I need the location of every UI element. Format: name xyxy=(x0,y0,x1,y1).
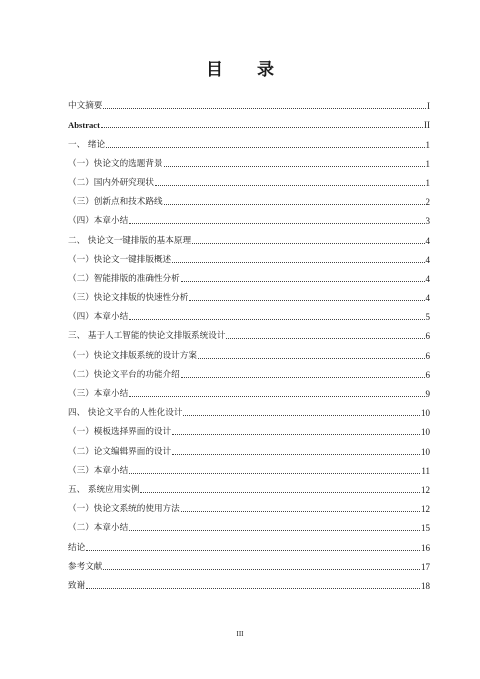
toc-entry-page: 5 xyxy=(425,312,430,323)
toc-entry-page: 16 xyxy=(421,542,430,553)
toc-entry-title: （二）智能排版的准确性分析 xyxy=(68,273,180,284)
toc-entry[interactable] xyxy=(68,437,430,456)
toc-entry[interactable] xyxy=(68,457,430,476)
toc-entry-title: 致谢 xyxy=(68,580,86,591)
toc-leader-dots xyxy=(164,165,425,167)
toc-entry[interactable] xyxy=(68,418,430,437)
page-number: III xyxy=(236,630,244,638)
toc-entry-page: 11 xyxy=(421,465,430,476)
toc-entry-title: （四）本章小结 xyxy=(68,216,129,227)
toc-leader-dots xyxy=(164,203,425,205)
toc-entry-title: （一）快论文排版系统的设计方案 xyxy=(68,350,197,361)
toc-entry-title: Abstract xyxy=(68,120,100,131)
toc-entry-page: 10 xyxy=(421,446,430,457)
toc-leader-dots xyxy=(181,280,425,282)
toc-leader-dots xyxy=(101,126,423,128)
toc-entry-page: 6 xyxy=(425,331,430,342)
toc-entry-page: 6 xyxy=(425,350,430,361)
toc-entry-page: 10 xyxy=(421,408,430,419)
toc-entry[interactable] xyxy=(68,188,430,207)
toc-entry[interactable] xyxy=(68,92,430,111)
toc-entry-title: （三）快论文排版的快速性分析 xyxy=(68,293,189,304)
toc-entry-title: （二）快论文平台的功能介绍 xyxy=(68,369,180,380)
toc-leader-dots xyxy=(172,453,420,455)
toc-leader-dots xyxy=(172,433,420,435)
toc-entry-title: （三）创新点和技术路线 xyxy=(68,197,163,208)
toc-entry-page: 4 xyxy=(425,235,430,246)
toc-entry-page: II xyxy=(424,120,430,131)
toc-leader-dots xyxy=(181,510,420,512)
toc-entry-title: （四）本章小结 xyxy=(68,312,129,323)
toc-entry-page: 4 xyxy=(425,293,430,304)
toc-leader-dots xyxy=(155,184,425,186)
toc-entry[interactable] xyxy=(68,533,430,552)
toc-entry-title: （二）国内外研究现状 xyxy=(68,177,154,188)
toc-entry-title: 三、 基于人工智能的快论文排版系统设计 xyxy=(68,331,226,342)
toc-leader-dots xyxy=(140,491,420,493)
toc-entry-page: 10 xyxy=(421,427,430,438)
toc-entry[interactable] xyxy=(68,495,430,514)
toc-entry-page: 1 xyxy=(425,139,430,150)
toc-leader-dots xyxy=(103,568,420,570)
toc-entry[interactable] xyxy=(68,303,430,322)
toc-leader-dots xyxy=(192,242,424,244)
toc-entry-page: 2 xyxy=(425,197,430,208)
toc-entry-page: 1 xyxy=(425,177,430,188)
toc-leader-dots xyxy=(129,529,420,531)
toc-entry-title: （一）模板选择界面的设计 xyxy=(68,427,172,438)
toc-leader-dots xyxy=(129,222,424,224)
toc-leader-dots xyxy=(226,337,424,339)
toc-leader-dots xyxy=(86,549,420,551)
toc-leader-dots xyxy=(106,146,424,148)
toc-entry[interactable] xyxy=(68,399,430,418)
toc-entry-title: （一）快论文的选题背景 xyxy=(68,158,163,169)
toc-entry-page: 18 xyxy=(421,580,430,591)
toc-entry-title: （一）快论文一键排版概述 xyxy=(68,254,172,265)
toc-entry-page: 3 xyxy=(425,216,430,227)
toc-entry-page: 1 xyxy=(425,158,430,169)
toc-entry[interactable] xyxy=(68,572,430,591)
toc-leader-dots xyxy=(129,395,424,397)
toc-entry[interactable] xyxy=(68,361,430,380)
toc-leader-dots xyxy=(129,318,424,320)
toc-entry-title: 五、 系统应用实例 xyxy=(68,484,140,495)
toc-entry-title: 结论 xyxy=(68,542,86,553)
toc-entry[interactable] xyxy=(68,265,430,284)
toc-entry-page: 6 xyxy=(425,369,430,380)
toc-entry-title: 中文摘要 xyxy=(68,101,103,112)
table-of-contents xyxy=(68,92,430,591)
toc-entry-page: I xyxy=(427,101,430,112)
toc-entry[interactable] xyxy=(68,553,430,572)
toc-entry[interactable] xyxy=(68,130,430,149)
toc-entry[interactable] xyxy=(68,514,430,533)
toc-entry-title: （三）本章小结 xyxy=(68,465,129,476)
toc-entry-page: 15 xyxy=(421,523,430,534)
toc-entry[interactable] xyxy=(68,284,430,303)
toc-entry[interactable] xyxy=(68,246,430,265)
toc-leader-dots xyxy=(103,107,426,109)
toc-entry-title: 一、 绪论 xyxy=(68,139,106,150)
toc-leader-dots xyxy=(181,376,425,378)
toc-entry[interactable] xyxy=(68,207,430,226)
toc-entry[interactable] xyxy=(68,150,430,169)
toc-entry-page: 12 xyxy=(421,484,430,495)
toc-entry[interactable] xyxy=(68,322,430,341)
toc-entry-title: （二）论文编辑界面的设计 xyxy=(68,446,172,457)
toc-entry-page: 17 xyxy=(421,561,430,572)
toc-leader-dots xyxy=(198,357,425,359)
page-title: 目 录 xyxy=(206,60,288,80)
toc-entry-title: （二）本章小结 xyxy=(68,523,129,534)
toc-entry-page: 9 xyxy=(425,389,430,399)
toc-entry-title: （三）本章小结 xyxy=(68,389,129,399)
toc-entry[interactable] xyxy=(68,341,430,360)
toc-entry-title: （一）快论文系统的使用方法 xyxy=(68,504,180,515)
toc-entry-page: 12 xyxy=(421,504,430,515)
toc-entry-title: 二、 快论文一键排版的基本原理 xyxy=(68,235,192,246)
toc-leader-dots xyxy=(189,299,424,301)
toc-entry[interactable] xyxy=(68,111,430,130)
toc-entry[interactable] xyxy=(68,226,430,245)
toc-entry[interactable] xyxy=(68,380,430,399)
toc-entry[interactable] xyxy=(68,169,430,188)
toc-entry-title: 四、 快论文平台的人性化设计 xyxy=(68,408,183,419)
toc-leader-dots xyxy=(183,414,420,416)
toc-entry-page: 4 xyxy=(425,254,430,265)
toc-leader-dots xyxy=(129,472,420,474)
toc-entry[interactable] xyxy=(68,476,430,495)
toc-entry-title: 参考文献 xyxy=(68,561,103,572)
toc-leader-dots xyxy=(172,261,424,263)
toc-entry-page: 4 xyxy=(425,273,430,284)
toc-leader-dots xyxy=(86,587,420,589)
